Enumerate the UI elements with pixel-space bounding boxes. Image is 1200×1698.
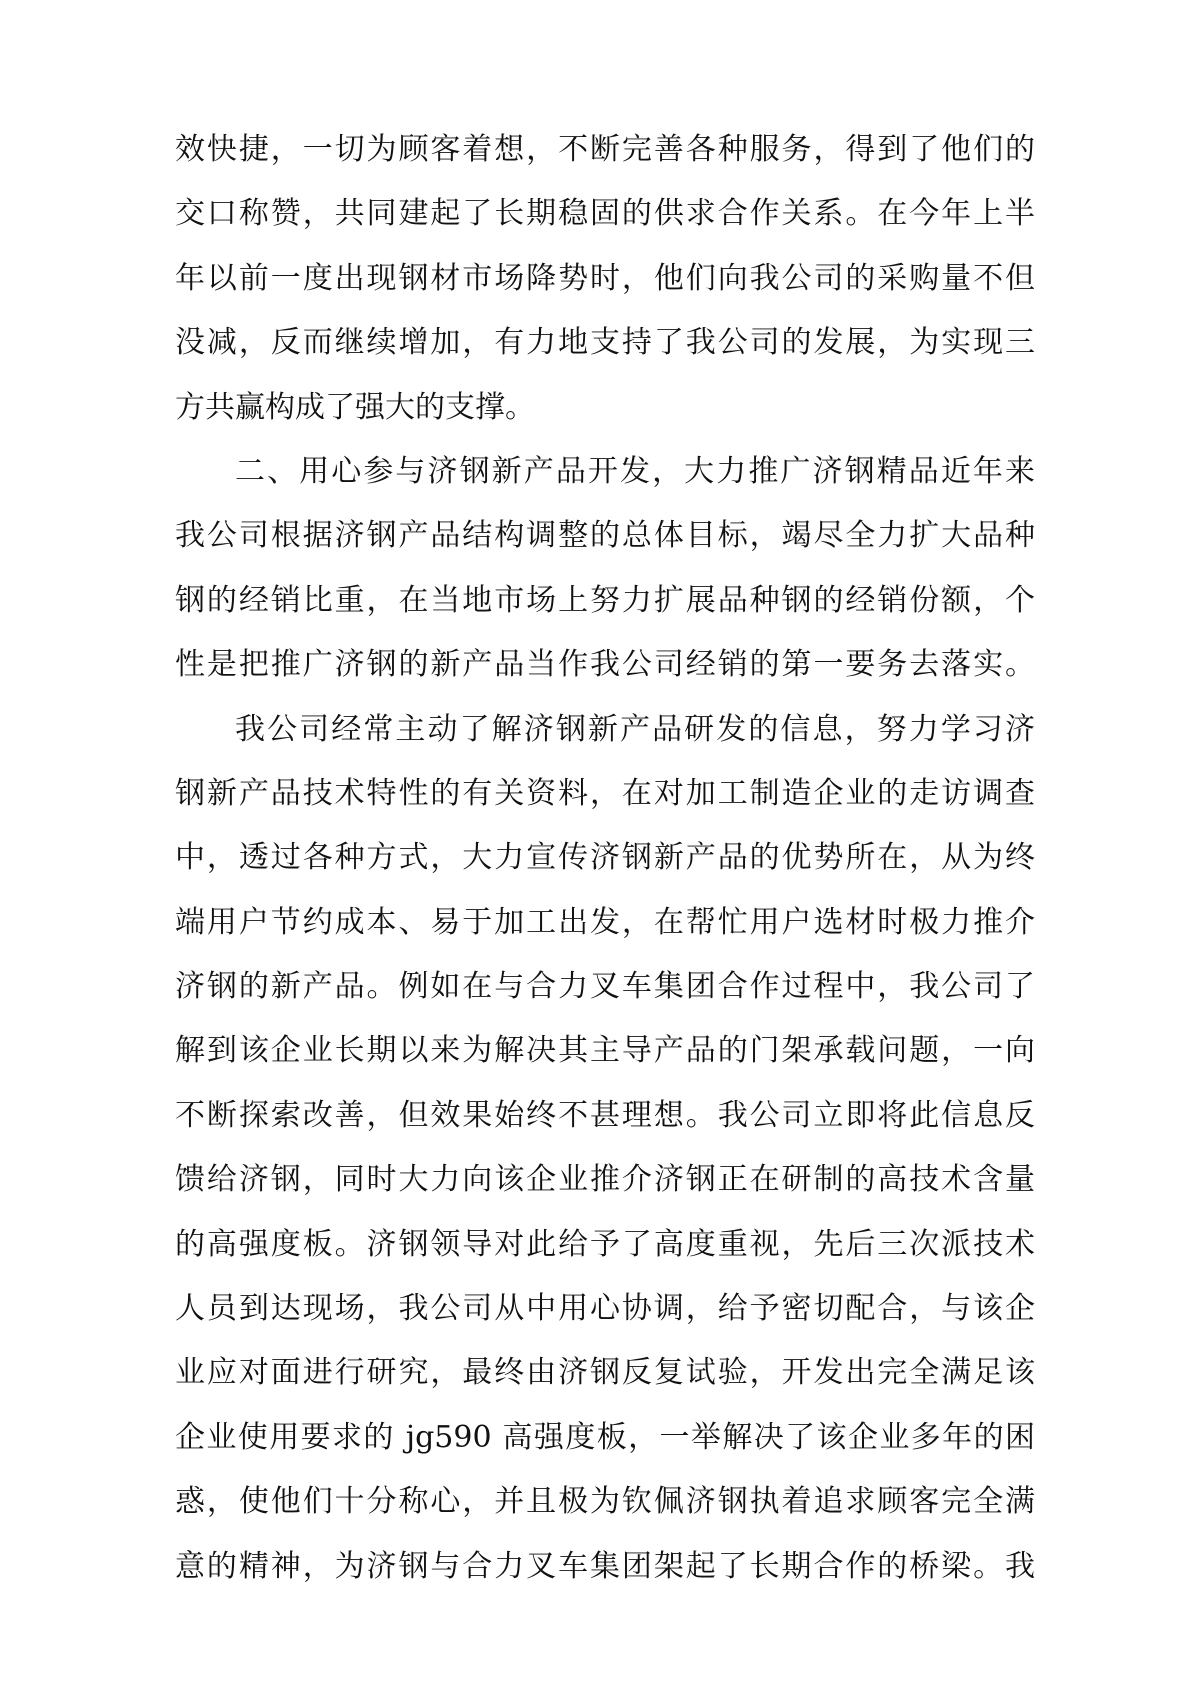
text-line: 人员到达现场，我公司从中用心协调，给予密切配合，与该企 [175,1291,1035,1327]
text-line: 钢的经销比重，在当地市场上努力扩展品种钢的经销份额，个 [175,582,1035,618]
text-line: 济钢的新产品。例如在与合力叉车集团合作过程中，我公司了 [175,969,1035,1005]
text-line: 意的精神，为济钢与合力叉车集团架起了长期合作的桥梁。我 [175,1548,1035,1584]
text-line: 没减，反而继续增加，有力地支持了我公司的发展，为实现三 [175,325,1035,361]
text-line: 的高强度板。济钢领导对此给予了高度重视，先后三次派技术 [175,1226,1035,1262]
text-line: 钢新产品技术特性的有关资料，在对加工制造企业的走访调查 [175,775,1035,811]
text-line: 我公司经常主动了解济钢新产品研发的信息，努力学习济 [235,711,1035,747]
text-line: 解到该企业长期以来为解决其主导产品的门架承载问题，一向 [175,1033,1035,1069]
text-line: 二、用心参与济钢新产品开发，大力推广济钢精品近年来 [235,453,1035,489]
text-line: 年以前一度出现钢材市场降势时，他们向我公司的采购量不但 [175,260,1035,296]
text-line: 惑，使他们十分称心，并且极为钦佩济钢执着追求顾客完全满 [175,1484,1035,1520]
text-line: 馈给济钢，同时大力向该企业推介济钢正在研制的高技术含量 [175,1162,1035,1198]
text-line: 中，透过各种方式，大力宣传济钢新产品的优势所在，从为终 [175,840,1035,876]
text-line: 端用户节约成本、易于加工出发，在帮忙用户选材时极力推介 [175,904,1035,940]
text-line: 业应对面进行研究，最终由济钢反复试验，开发出完全满足该 [175,1355,1035,1391]
text-line: 方共赢构成了强大的支撑。 [175,389,535,425]
text-line: 效快捷，一切为顾客着想，不断完善各种服务，得到了他们的 [175,132,1035,167]
text-line: 性是把推广济钢的新产品当作我公司经销的第一要务去落实。 [175,647,1035,683]
text-line: 企业使用要求的 jg590 高强度板，一举解决了该企业多年的困 [175,1419,1035,1455]
body-text [175,118,1035,1599]
text-line: 交口称赞，共同建起了长期稳固的供求合作关系。在今年上半 [175,196,1035,232]
text-line: 不断探索改善，但效果始终不甚理想。我公司立即将此信息反 [175,1097,1035,1133]
text-line: 我公司根据济钢产品结构调整的总体目标，竭尽全力扩大品种 [175,518,1035,554]
